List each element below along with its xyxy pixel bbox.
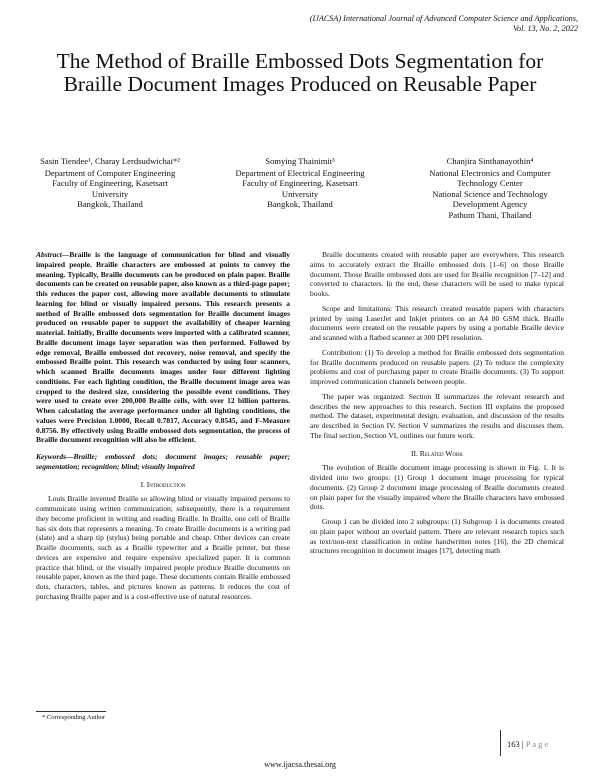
journal-volume: Vol. 13, No. 2, 2022: [512, 24, 578, 33]
paragraph: Group 1 can be divided into 2 subgroups: (1) Subgroup 1 is documents created on plain paper without an overlaid pattern. There are relevant research topics such as text/non-text classification in online handwritten notes [16], the 2D chemical structures recognition in document images [17], detecting math: [310, 517, 564, 556]
author-affiliation: Department of Electrical Engineering Faculty of Engineering, Kasetsart University Bangkok, Thailand: [235, 167, 365, 210]
paragraph: Louis Braille invented Braille so allowing blind or visually impaired persons to communicate using written communication; subsequently, there is a requirement they become proficient in writing and reading Braille. In Braille, one cell of Braille has six dots that represents a meaning. To create Braille documents is a writing pad (slate) and a sharp tip (stylus) being portable and cheap. Other devices can create Braille documents, such as a Braille typewriter and a Braille printer, but these devices are expensive and require expensive specialized paper. It is common practice that blind, or the visually impaired people produce Braille documents on reusable paper, known as the third page. These documents contain Braille embossed dots, characters, tables, and pictures known as patterns. It reduces the cost of purchasing Braille paper and is a cost-effective use of natural resources.: [36, 494, 290, 601]
abstract: [36, 250, 290, 445]
page-label: P a g e: [525, 739, 549, 749]
section-heading-related-work: II. Related Work: [410, 448, 463, 458]
page-number-divider: [500, 730, 501, 756]
author-3: [400, 156, 580, 221]
author-affiliation: Department of Computer Engineering Faculty of Engineering, Kasetsart University Bangkok, Thailand: [44, 167, 176, 210]
page-separator: |: [519, 739, 526, 749]
author-affiliation: National Electronics and Computer Technology Center National Science and Technology Development Agency Pathum Thani, Thailand: [429, 167, 551, 220]
abstract-lead: Abstract—: [36, 250, 70, 259]
right-column: [310, 250, 564, 561]
author-name: Chanjira Sinthanayothin⁴: [446, 156, 534, 166]
abstract-text: Braille is the language of communication for blind and visually impaired people. Braille characters are embossed at points to convey the meaning. Typically, Braille documents can be produced on plain paper. Braille documents can be created on reusable paper, also known as a third-page paper; this reduces the paper cost, allowing more available documents to stimulate learning for blind or visually impaired persons. This research presents a method of Braille embossed dots segmentation for Braille document images produced on reusable paper to support the availability of cheaper learning material. Initially, Braille documents were imported with a calibrated scanner, Braille document image layer separation was then performed. Followed by edge removal, Braille embossed dot recovery, noise removal, and specify the embossed Braille point. This research was conducted by using four scanners, which scanned Braille documents images under four different lighting conditions. For each lighting condition, the Braille document image area was cropped to the desired size, considering the possible event conditions. They were used to create over 200,000 Braille cells, with over 12 billion patterns. When calculating the average performance under all lighting conditions, the values were Precision 1.0000, Recall 0.7817, Accuracy 0.8545, and F-Measure 0.8756. By effectively using Braille embossed dots segmentation, the process of Braille document recognition will also be efficient.: [36, 250, 290, 445]
author-name: Sasin Tiendee¹, Charay Lerdsudwichai*²: [40, 156, 180, 166]
page-number-value: 163: [507, 739, 520, 749]
paper-title: The Method of Braille Embossed Dots Segmentation for Braille Document Images Produced on Reusable Paper: [56, 49, 544, 96]
keywords: Keywords—Braille; embossed dots; document images; reusable paper; segmentation; recognition; blind; visually impaired: [36, 452, 290, 471]
paragraph: Braille documents created with reusable paper are everywhere. This research aims to accurately extract the Braille embossed dots [1–6] on those Braille document. Those Braille embossed dots are used for Braille recognition [7–12] and converted to characters. In the end, these characters will be used to make typical books.: [310, 250, 564, 298]
footer-url: www.ijacsa.thesai.org: [264, 760, 336, 769]
page-number: [507, 739, 548, 749]
author-2: [210, 156, 390, 221]
journal-header: [218, 14, 578, 34]
section-heading-introduction: I. Introduction: [140, 479, 186, 489]
paragraph: Scope and limitations: This research created reusable papers with characters printed by using LaserJet and Inkjet printers on an A4 80 GSM thick. Braille documents were created on the reusable papers by using a portable Braille device and scanned with a flatbed scanner at 300 DPI resolution.: [310, 303, 564, 342]
left-column: [36, 250, 290, 607]
paragraph: The paper was organized: Section II summarizes the relevant research and describes the new approaches to this research. Section III explains the proposed method. The dataset, experimental design, evaluation, and discussion of the results are described in Section IV. Section V summarizes the results and discusses them. The final section, Section VI, outlines our future work.: [310, 391, 564, 440]
footnote-divider: [36, 711, 106, 712]
footnote: * Corresponding Author: [42, 714, 106, 721]
paragraph: The evolution of Braille document image processing is shown in Fig. 1. It is divided into two groups: (1) Group 1 document image processing for typical documents. (2) Group 2 document image processing of Braille documents created on plain paper for the visually impaired where the Braille characters have embossed dots.: [310, 463, 564, 512]
author-1: [20, 156, 200, 221]
author-block: [20, 156, 580, 221]
journal-name: (IJACSA) International Journal of Advanced Computer Science and Applications,: [309, 14, 578, 23]
author-name: Somying Thainimit³: [265, 156, 335, 166]
paragraph: Contribution: (1) To develop a method for Braille embossed dots segmentation for Braille documents produced on reusable papers. (2) To reduce the complexity problems and cost of purchasing paper to create Braille documents. (3) To support improved communication channels between people.: [310, 347, 564, 386]
